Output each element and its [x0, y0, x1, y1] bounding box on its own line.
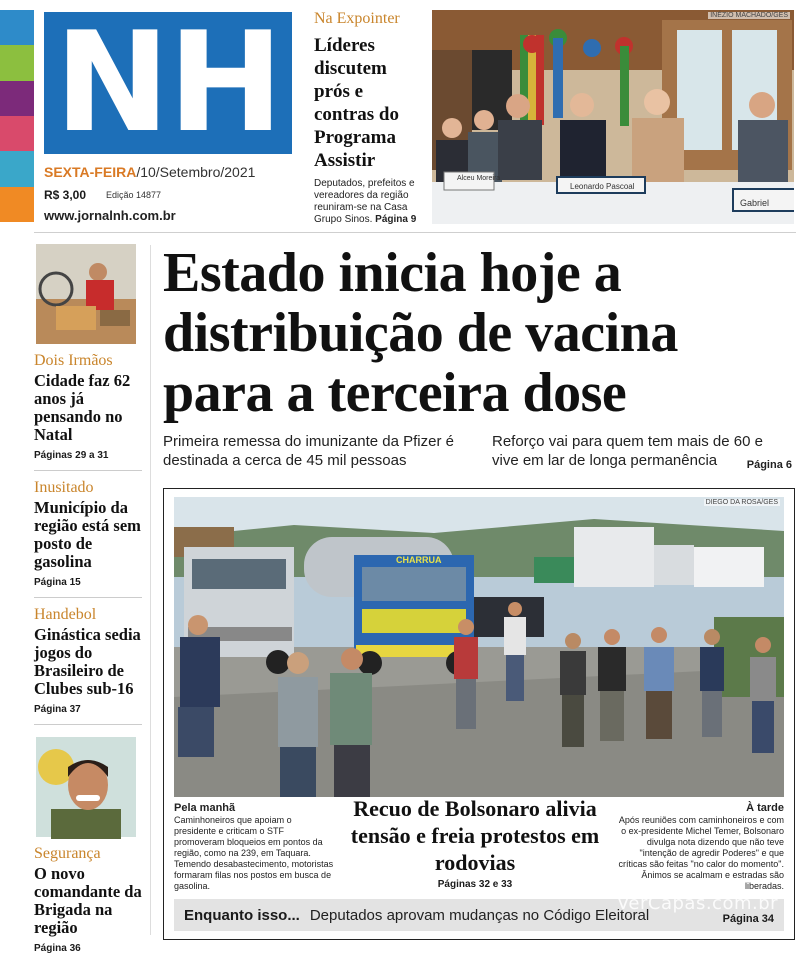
- highway-protest-illustration: [174, 497, 784, 797]
- brand-color-bar: [0, 10, 34, 222]
- edition-number: Edição 14877: [106, 190, 162, 200]
- feature-page-ref: Páginas 32 e 33: [437, 879, 513, 890]
- teaser-summary: [314, 178, 426, 226]
- craftsman-illustration: [36, 244, 136, 344]
- weekday: SEXTA-FEIRA: [44, 164, 137, 180]
- story-page-ref: Página 37: [34, 704, 81, 715]
- nameplate: Gabriel: [740, 198, 770, 208]
- story-headline[interactable]: Município da região está sem posto de gasolina: [34, 498, 141, 571]
- sidebar-divider: [34, 724, 142, 725]
- color-swatch: [0, 151, 34, 186]
- color-swatch: [0, 187, 34, 222]
- story-page-ref: Página 15: [34, 577, 81, 588]
- feature-headline[interactable]: Recuo de Bolsonaro alivia tensão e freia protestos em rodovias: [350, 796, 600, 875]
- caption-afternoon-text: Após reuniões com caminhoneiros e com o ex-presidente Michel Temer, Bolsonaro divulga nota dizendo que não teve "intenção de agredir Poderes" e que críticas são feitas "no calor do momento". Ânimos se acalmam e estradas são liberadas.: [618, 815, 784, 891]
- subhead-right-text: Reforço vai para quem tem mais de 60 e vive em lar de longa permanência: [492, 433, 763, 469]
- dois-irmaos-photo[interactable]: [36, 244, 136, 344]
- main-page-ref: Página 6: [746, 459, 792, 471]
- story-kicker: Handebol: [34, 606, 97, 623]
- color-swatch: [0, 10, 34, 45]
- story-kicker: Inusitado: [34, 479, 94, 496]
- sidebar-story-1[interactable]: [34, 352, 142, 461]
- meeting-illustration: [432, 10, 794, 224]
- teaser-headline[interactable]: Líderes discutem prós e contras do Programa Assistir: [314, 35, 399, 171]
- story-kicker: Segurança: [34, 845, 101, 862]
- sidebar-divider: [34, 597, 142, 598]
- story-kicker: Dois Irmãos: [34, 352, 113, 369]
- strip-page-ref: Página 34: [722, 913, 774, 925]
- commander-portrait[interactable]: [36, 737, 136, 837]
- protest-photo[interactable]: [174, 497, 784, 797]
- teaser-kicker: Na Expointer: [314, 10, 400, 27]
- photo-credit: DIEGO DA ROSA/GES: [705, 499, 778, 506]
- subhead-right: [492, 432, 792, 475]
- caption-afternoon-title: À tarde: [746, 802, 784, 814]
- subhead-left: Primeira remessa do imunizante da Pfizer é destinada a cerca de 45 mil pessoas: [163, 433, 454, 469]
- caption-afternoon: [612, 803, 784, 892]
- color-swatch: [0, 81, 34, 116]
- dateline: [44, 164, 255, 180]
- section-divider: [34, 232, 796, 233]
- top-teaser[interactable]: [314, 10, 426, 226]
- feature-box: [163, 488, 795, 940]
- caption-morning-title: Pela manhã: [174, 802, 236, 814]
- teaser-summary-text: Deputados, prefeitos e vereadores da região reuniram-se na Casa Grupo Sinos.: [314, 178, 415, 225]
- watermark: VerCapas.com.br: [617, 893, 779, 914]
- sidebar-story-4[interactable]: [34, 845, 142, 954]
- caption-morning: [174, 803, 336, 892]
- main-headline[interactable]: Estado inicia hoje a distribuição de vacina para a terceira dose: [163, 242, 678, 424]
- website-link[interactable]: www.jornalnh.com.br: [44, 208, 176, 223]
- newspaper-logo[interactable]: NH: [44, 12, 292, 154]
- story-page-ref: Página 36: [34, 943, 81, 954]
- expointer-photo[interactable]: [432, 10, 794, 224]
- photo-credit: INÉZIO MACHADO/GES: [710, 12, 788, 19]
- story-headline[interactable]: Cidade faz 62 anos já pensando no Natal: [34, 371, 131, 444]
- nameplate: Leonardo Pascoal: [570, 182, 635, 191]
- story-headline[interactable]: O novo comandante da Brigada na região: [34, 864, 142, 937]
- teaser-page-ref: Página 9: [375, 214, 417, 225]
- strip-label: Enquanto isso...: [184, 906, 300, 924]
- color-swatch: [0, 116, 34, 151]
- color-swatch: [0, 45, 34, 80]
- sidebar-story-2[interactable]: [34, 479, 142, 588]
- sidebar: [34, 244, 142, 954]
- column-divider: [150, 245, 151, 935]
- nameplate: Alceu Moreira: [457, 175, 501, 182]
- sidebar-divider: [34, 470, 142, 471]
- date: /10/Setembro/2021: [136, 164, 256, 180]
- story-page-ref: Páginas 29 a 31: [34, 450, 109, 461]
- sidebar-story-3[interactable]: [34, 606, 142, 715]
- portrait-illustration: [36, 737, 136, 837]
- story-headline[interactable]: Ginástica sedia jogos do Brasileiro de Clubes sub-16: [34, 625, 141, 698]
- truck-label: CHARRUA: [396, 555, 442, 565]
- caption-morning-text: Caminhoneiros que apoiam o presidente e criticam o STF promoveram bloqueios em pontos da região, como na 239, em Taquara. Temendo desabastecimento, motoristas formaram filas nos postos em busca de gasolina.: [174, 815, 334, 891]
- strip-text[interactable]: Deputados aprovam mudanças no Código Eleitoral: [309, 906, 650, 924]
- cover-price: R$ 3,00: [44, 188, 87, 202]
